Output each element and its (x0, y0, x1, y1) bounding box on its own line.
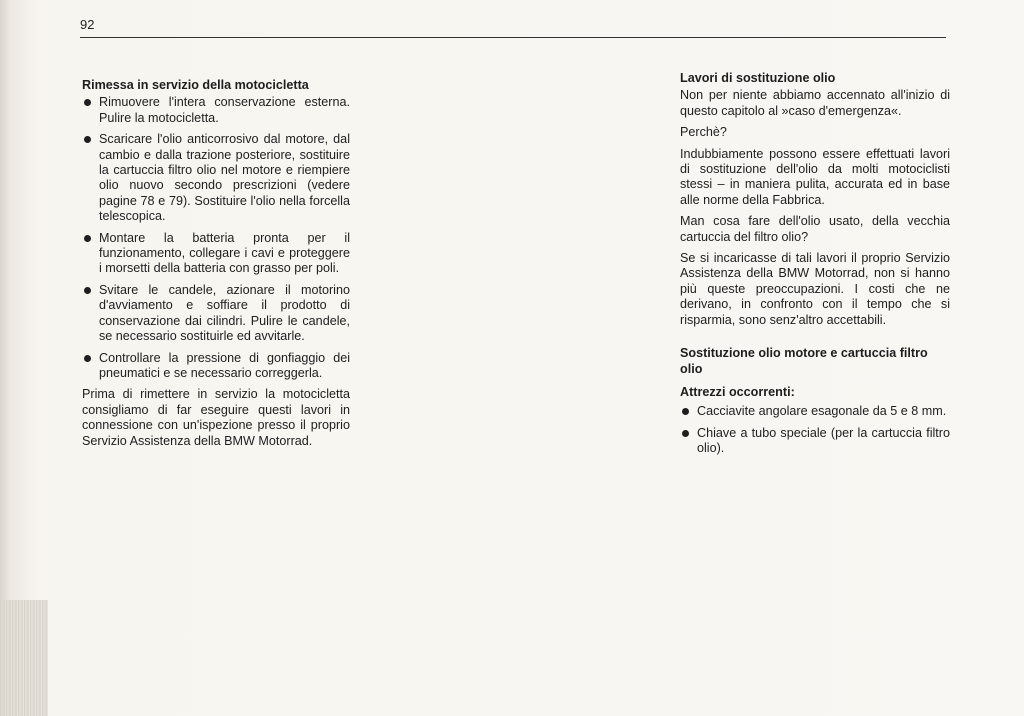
paragraph: Indubbiamente possono essere effettuati lavori di sostituzione dell'olio da molti motociclisti stessi – in maniera pulita, accurata ed in base alle norme della Fabbrica. (680, 146, 950, 207)
list-item: Svitare le candele, azionare il motorino d'avviamento e soffiare il prodotto di conservazione dai cilindri. Pulire le candele, se necessario sostituirle ed avvitarle. (82, 283, 350, 345)
bullet-icon (84, 287, 91, 294)
tools-title: Attrezzi occorrenti: (680, 384, 795, 399)
oil-change-section-title: Sostituzione olio motore e cartuccia filtro olio (680, 346, 928, 376)
paragraph: Non per niente abbiamo accennato all'inizio di questo capitolo al »caso d'emergenza«. (680, 88, 950, 118)
right-column (680, 71, 950, 463)
list-item: Cacciavite angolare esagonale da 5 e 8 mm. (680, 404, 950, 419)
left-section-title: Rimessa in servizio della motocicletta (82, 78, 309, 92)
list-item: Scaricare l'olio anticorrosivo dal motore, dal cambio e dalla trazione posteriore, sostituire la cartuccia filtro olio nel motore e riempiere olio nuovo secondo prescrizioni (vedere pagine 78 e 79). Sostituire l'olio nella forcella telescopica. (82, 132, 350, 224)
bullet-icon (84, 99, 91, 106)
bullet-icon (682, 408, 689, 415)
recommissioning-list (82, 95, 350, 381)
bullet-icon (84, 235, 91, 242)
right-section-title: Lavori di sostituzione olio (680, 71, 836, 85)
tools-list (680, 404, 950, 456)
list-item: Chiave a tubo speciale (per la cartuccia filtro olio). (680, 426, 950, 457)
page-stack-edge (0, 600, 48, 716)
closing-paragraph: Prima di rimettere in servizio la motocicletta consigliamo di far eseguire questi lavori in connessione con un'ispezione presso il proprio Servizio Assistenza della BMW Motorrad. (82, 387, 350, 448)
left-column (82, 78, 350, 455)
list-item: Montare la batteria pronta per il funzionamento, collegare i cavi e proteggere i morsetti della batteria con grasso per poli. (82, 231, 350, 277)
paragraph: Perchè? (680, 125, 727, 140)
list-item: Controllare la pressione di gonfiaggio dei pneumatici e se necessario correggerla. (82, 351, 350, 382)
header-rule (80, 37, 946, 38)
list-item: Rimuovere l'intera conservazione esterna. Pulire la motocicletta. (82, 95, 350, 126)
bullet-icon (84, 136, 91, 143)
bullet-icon (682, 430, 689, 437)
paragraph: Man cosa fare dell'olio usato, della vecchia cartuccia del filtro olio? (680, 214, 950, 244)
paragraph: Se si incaricasse di tali lavori il proprio Servizio Assistenza della BMW Motorrad, non si hanno più queste preoccupazioni. I costi che ne derivano, in confronto con il tempo che si risparmia, sono senz'altro accettabili. (680, 251, 950, 327)
bullet-icon (84, 355, 91, 362)
page-number: 92 (80, 17, 95, 32)
